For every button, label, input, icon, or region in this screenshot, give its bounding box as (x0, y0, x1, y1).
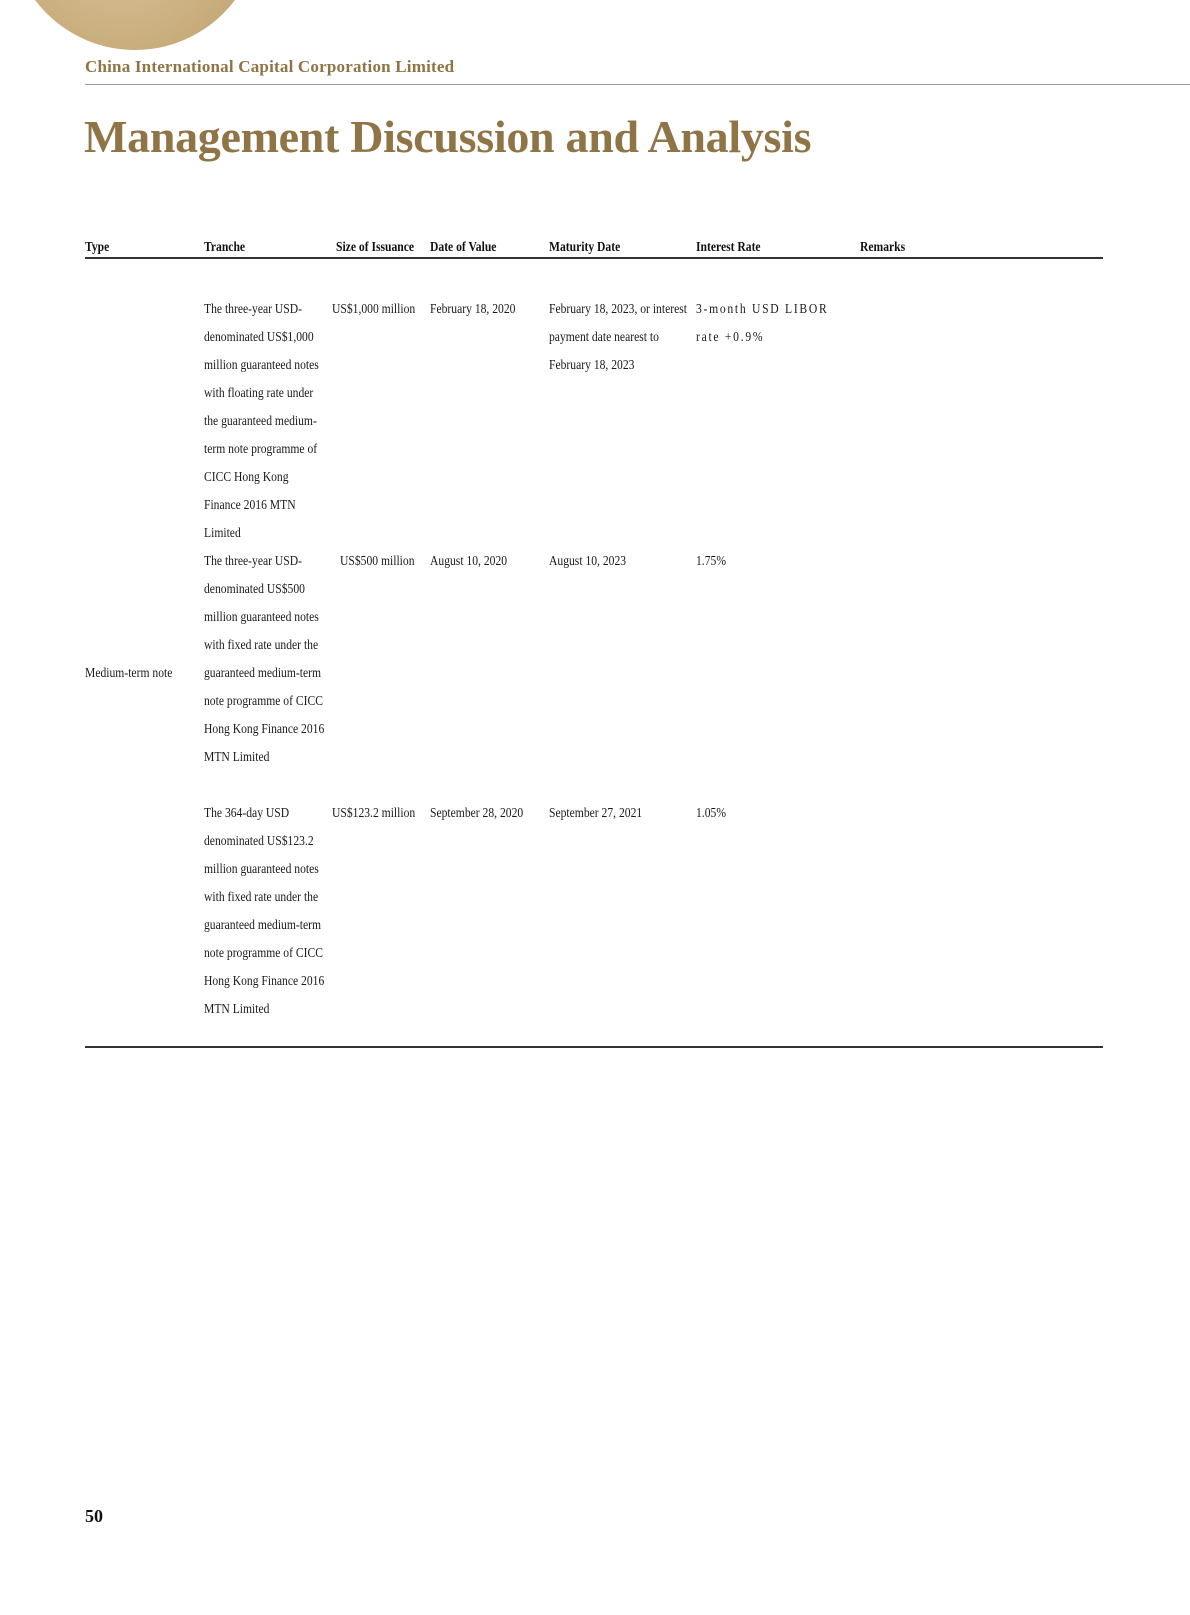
column-header-maturity-date: Maturity Date (549, 239, 621, 254)
table-bottom-rule (85, 1046, 1103, 1048)
column-header-tranche: Tranche (204, 239, 246, 254)
company-name: China International Capital Corporation Limited (85, 57, 455, 76)
page-number: 50 (85, 1506, 103, 1526)
maturity-date-cell: August 10, 2023 (549, 553, 627, 568)
interest-rate-cell: 3-month USD LIBOR rate +0.9% (696, 301, 829, 344)
maturity-date-cell: September 27, 2021 (549, 805, 643, 820)
page-title: Management Discussion and Analysis (84, 111, 812, 162)
column-header-date-of-value: Date of Value (430, 239, 497, 254)
type-cell: Medium-term note (85, 665, 173, 680)
decorative-circle (10, 0, 260, 50)
date-of-value-cell: August 10, 2020 (430, 553, 508, 568)
column-header-interest-rate: Interest Rate (696, 239, 761, 254)
date-of-value-cell: September 28, 2020 (430, 805, 524, 820)
size-cell: US$123.2 million (332, 805, 416, 820)
column-header-type: Type (85, 239, 110, 254)
tranche-cell: The 364-day USD denominated US$123.2 million guaranteed notes with fixed rate under the guaranteed medium-term note programme of CICC Hong Kong Finance 2016 MTN Limited (204, 805, 325, 1016)
header-divider (85, 84, 1190, 85)
size-cell: US$500 million (340, 553, 415, 568)
tranche-cell: The three-year USD-denominated US$500 million guaranteed notes with fixed rate under the guaranteed medium-term note programme of CICC Hong Kong Finance 2016 MTN Limited (204, 553, 325, 764)
table-header-rule (85, 257, 1103, 259)
date-of-value-cell: February 18, 2020 (430, 301, 516, 316)
column-header-remarks: Remarks (860, 239, 906, 254)
interest-rate-cell: 1.75% (696, 553, 726, 568)
interest-rate-cell: 1.05% (696, 805, 726, 820)
maturity-date-cell: February 18, 2023, or interest payment date nearest to February 18, 2023 (549, 301, 688, 372)
tranche-cell: The three-year USD-denominated US$1,000 million guaranteed notes with floating rate under the guaranteed medium-term note programme of CICC Hong Kong Finance 2016 MTN Limited (204, 301, 319, 540)
column-header-size: Size of Issuance (336, 239, 415, 254)
size-cell: US$1,000 million (332, 301, 416, 316)
